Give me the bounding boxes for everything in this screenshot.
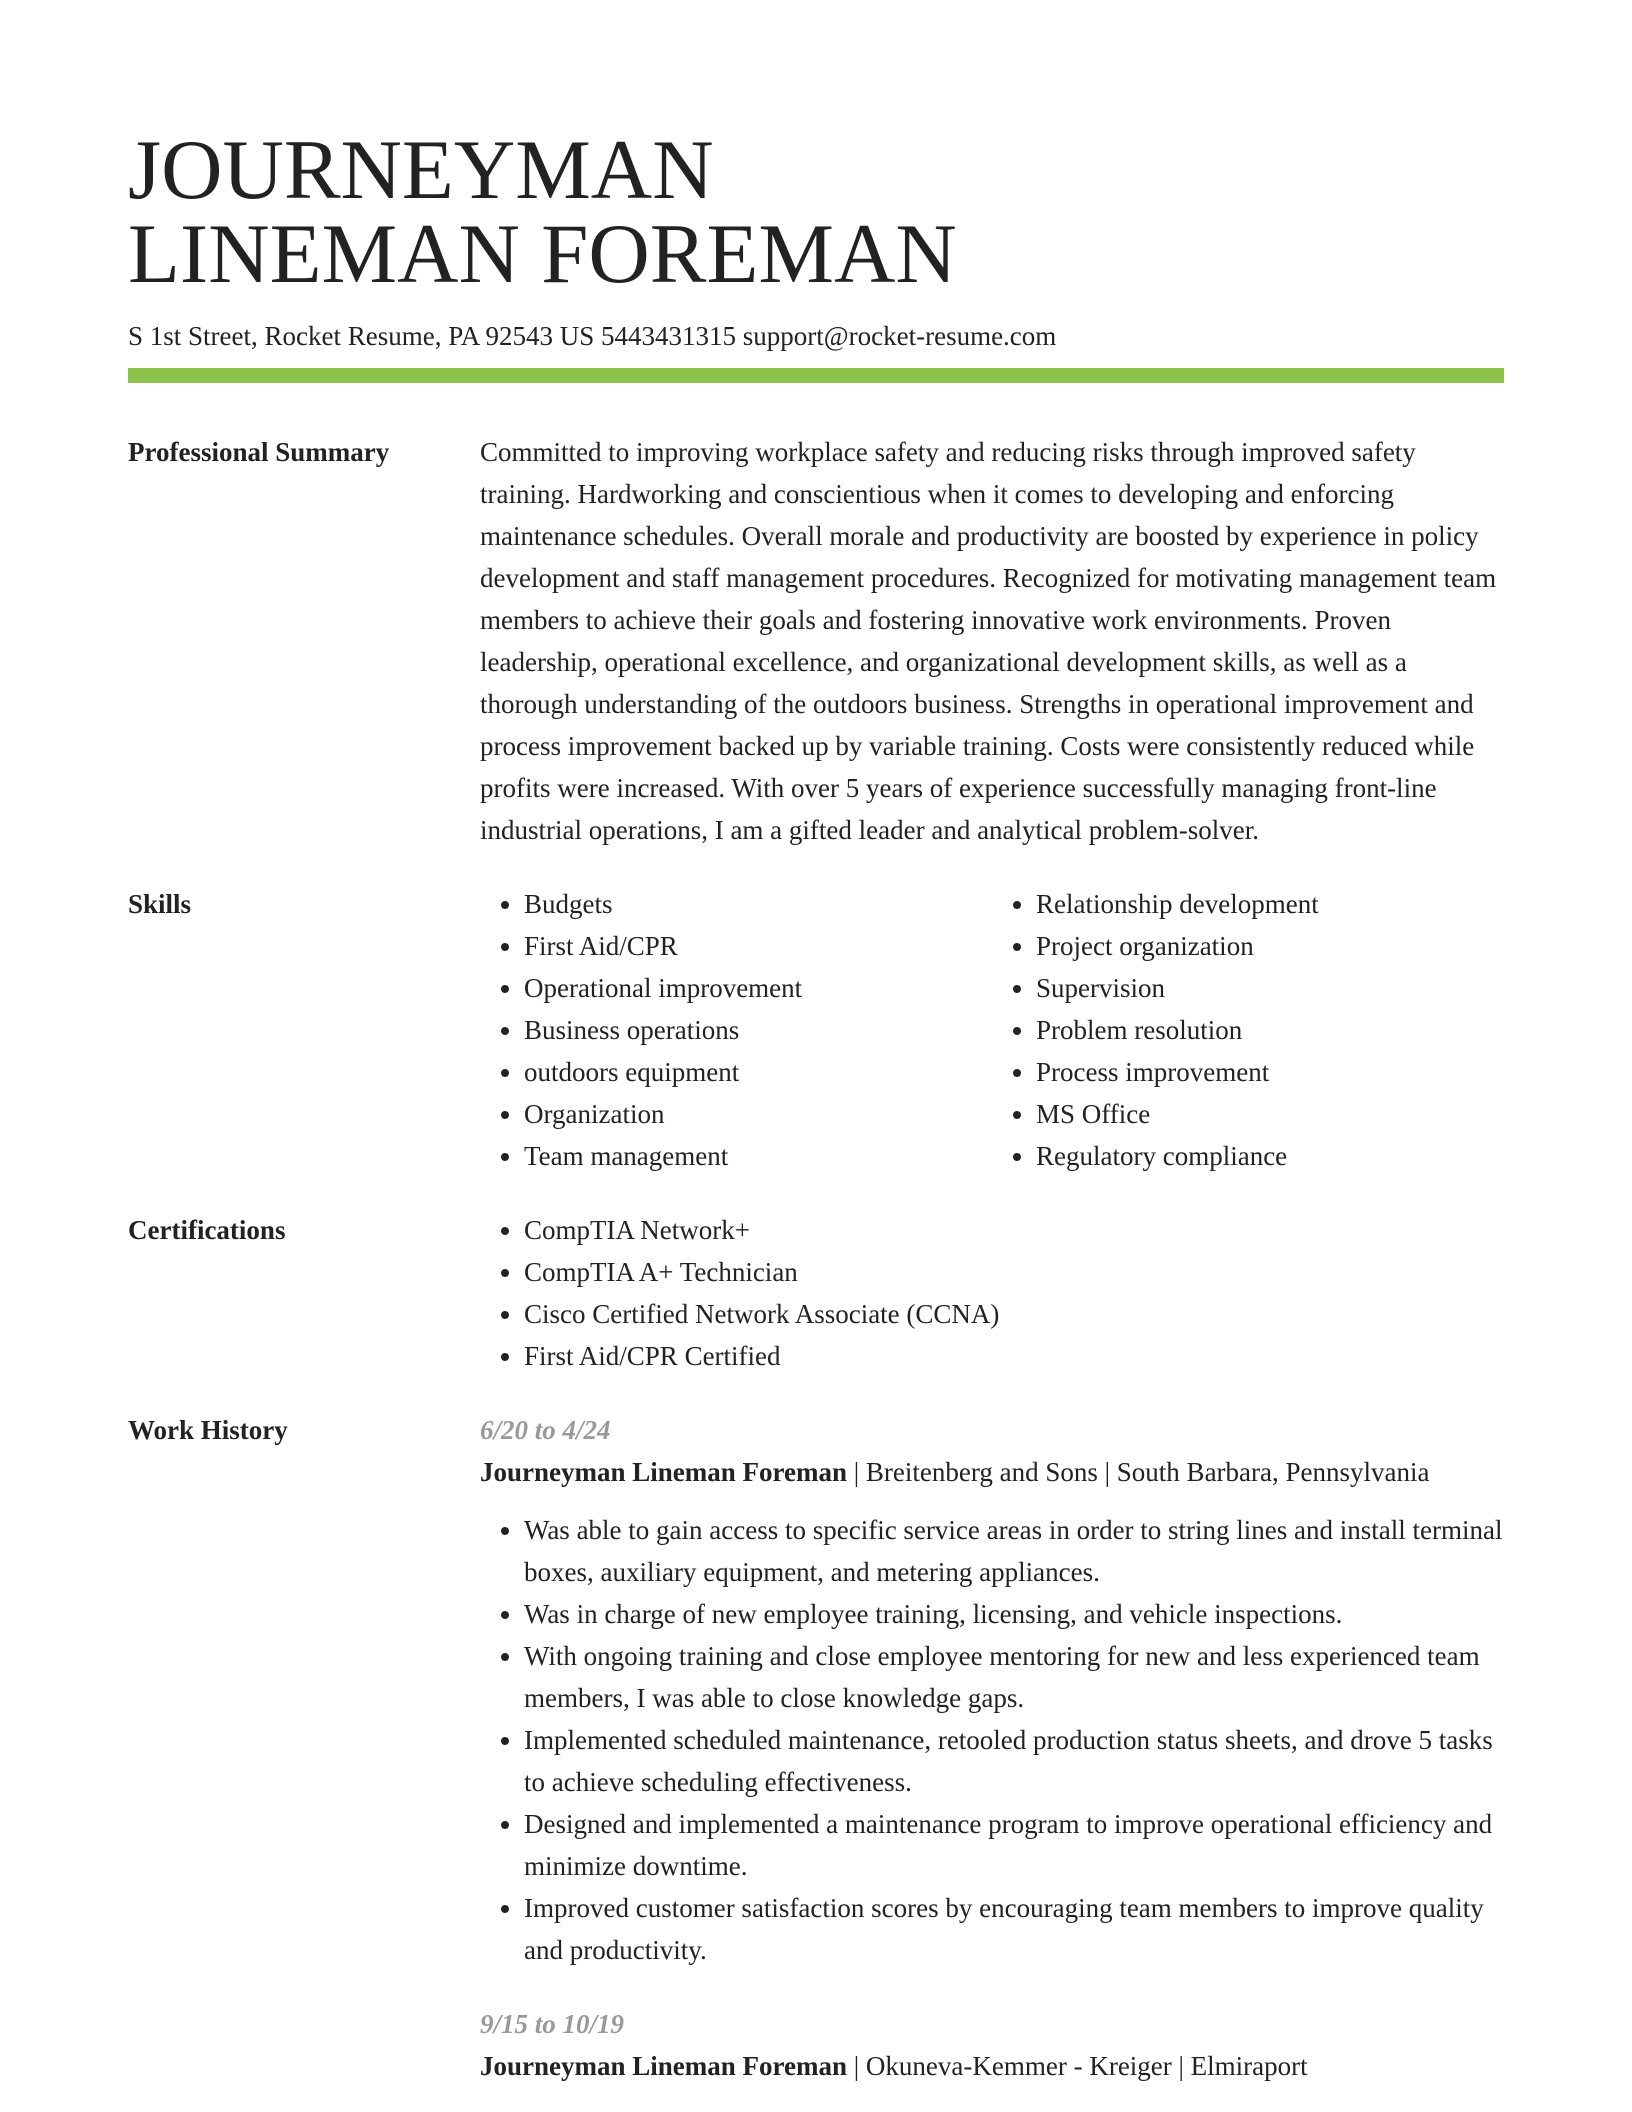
job-employer-location: | Okuneva-Kemmer - Kreiger | Elmiraport bbox=[847, 2051, 1308, 2081]
job-bullet: • Was able to gain access to specific service areas in order to string lines and install terminal boxes, auxiliary equipment, and metering appliances. bbox=[524, 1509, 1504, 1593]
section-label-skills: Skills bbox=[128, 889, 192, 919]
job-bullet: • Designed and implemented a maintenance program to improve operational efficiency and minimize downtime. bbox=[524, 1803, 1504, 1887]
job-entry bbox=[480, 1409, 1504, 1971]
job-dates: 6/20 to 4/24 bbox=[480, 1415, 611, 1445]
job-bullet: • Implemented scheduled maintenance, retooled production status sheets, and drove 5 tasks to achieve scheduling effectiveness. bbox=[524, 1719, 1504, 1803]
skill-item: • Supervision bbox=[1036, 967, 1504, 1009]
summary-body bbox=[480, 431, 1504, 851]
skill-item: • First Aid/CPR bbox=[524, 925, 992, 967]
job-employer-location: | Breitenberg and Sons | South Barbara, Pennsylvania bbox=[847, 1457, 1430, 1487]
skill-item: • Regulatory compliance bbox=[1036, 1135, 1504, 1177]
certifications-section bbox=[128, 1209, 1504, 1377]
job-entry bbox=[480, 2003, 1504, 2087]
section-label-certifications: Certifications bbox=[128, 1215, 286, 1245]
skill-item: • MS Office bbox=[1036, 1093, 1504, 1135]
work-history-body bbox=[480, 1409, 1504, 2087]
skill-item: • Relationship development bbox=[1036, 883, 1504, 925]
job-bullets bbox=[480, 1509, 1504, 1971]
job-heading bbox=[480, 1451, 1504, 1493]
skill-item: • Problem resolution bbox=[1036, 1009, 1504, 1051]
job-title: Journeyman Lineman Foreman bbox=[480, 1457, 848, 1487]
skill-item: • Budgets bbox=[524, 883, 992, 925]
skill-item: • Operational improvement bbox=[524, 967, 992, 1009]
professional-summary-section bbox=[128, 431, 1504, 851]
job-bullet: • Improved customer satisfaction scores by encouraging team members to improve quality and productivity. bbox=[524, 1887, 1504, 1971]
skill-item: • Organization bbox=[524, 1093, 992, 1135]
certification-item: • Cisco Certified Network Associate (CCNA) bbox=[524, 1293, 1504, 1335]
skills-columns bbox=[480, 883, 1504, 1177]
skill-item: • Team management bbox=[524, 1135, 992, 1177]
skill-item: • Project organization bbox=[1036, 925, 1504, 967]
skill-item: • Business operations bbox=[524, 1009, 992, 1051]
accent-divider bbox=[128, 368, 1504, 383]
contact-info: S 1st Street, Rocket Resume, PA 92543 US 5443431315 support@rocket-resume.com bbox=[128, 321, 1057, 351]
name-line-2: LINEMAN FOREMAN bbox=[128, 207, 957, 301]
certifications-body bbox=[480, 1209, 1504, 1377]
skills-section bbox=[128, 883, 1504, 1177]
certifications-list bbox=[480, 1209, 1504, 1377]
summary-text: Committed to improving workplace safety and reducing risks through improved safety training. Hardworking and conscientious when it comes to developing and enforcing maintenance schedules. Overall morale and productivity are boosted by experience in policy development and staff management procedures. Recognized for motivating management team members to achieve their goals and fostering innovative work environments. Proven leadership, operational excellence, and organizational development skills, as well as a thorough understanding of the outdoors business. Strengths in operational improvement and process improvement backed up by variable training. Costs were consistently reduced while profits were increased. With over 5 years of experience successfully managing front-line industrial operations, I am a gifted leader and analytical problem-solver. bbox=[480, 437, 1497, 845]
job-dates: 9/15 to 10/19 bbox=[480, 2009, 625, 2039]
candidate-name bbox=[128, 123, 1504, 301]
work-history-section bbox=[128, 1409, 1504, 2087]
job-bullet: • Was in charge of new employee training, licensing, and vehicle inspections. bbox=[524, 1593, 1504, 1635]
job-title: Journeyman Lineman Foreman bbox=[480, 2051, 848, 2081]
certification-item: • CompTIA A+ Technician bbox=[524, 1251, 1504, 1293]
section-label-summary: Professional Summary bbox=[128, 437, 390, 467]
name-line-1: JOURNEYMAN bbox=[128, 123, 714, 217]
job-bullet: • With ongoing training and close employee mentoring for new and less experienced team members, I was able to close knowledge gaps. bbox=[524, 1635, 1504, 1719]
section-label-work-history: Work History bbox=[128, 1415, 288, 1445]
skill-item: • Process improvement bbox=[1036, 1051, 1504, 1093]
job-heading bbox=[480, 2045, 1504, 2087]
skills-list-right bbox=[992, 883, 1504, 1177]
skills-list-left bbox=[480, 883, 992, 1177]
skill-item: • outdoors equipment bbox=[524, 1051, 992, 1093]
certification-item: • First Aid/CPR Certified bbox=[524, 1335, 1504, 1377]
certification-item: • CompTIA Network+ bbox=[524, 1209, 1504, 1251]
